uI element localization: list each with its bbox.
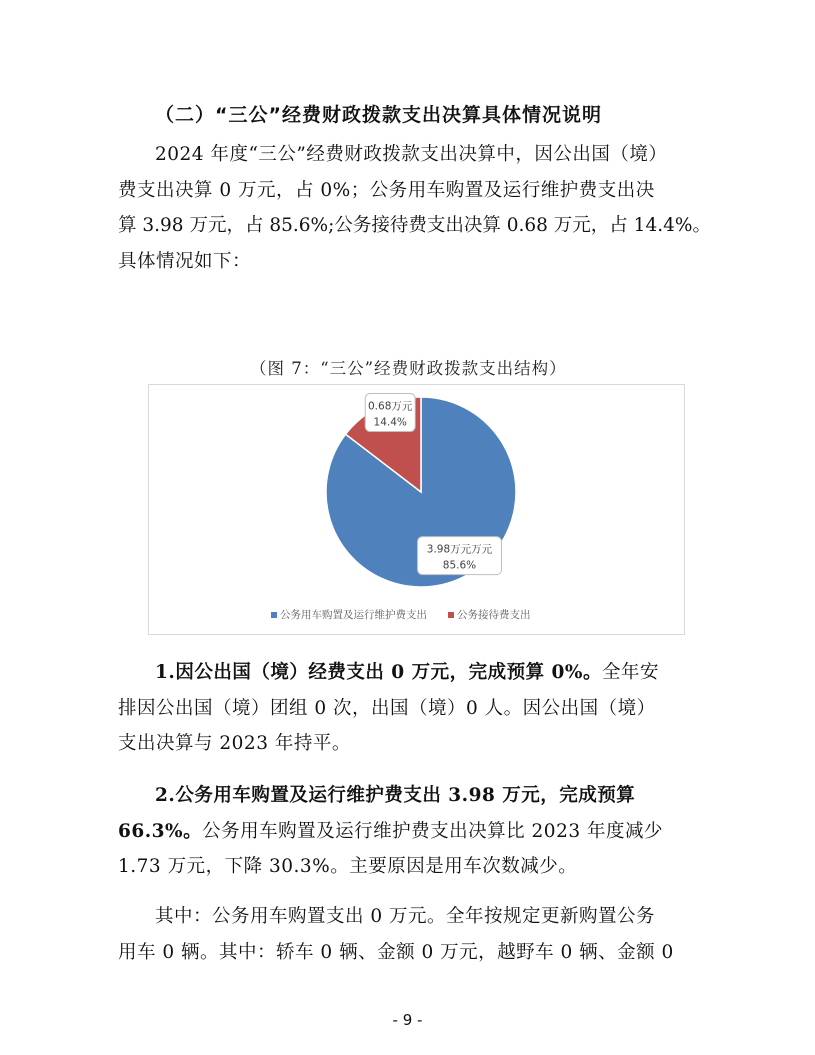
item1-line: 支出决算与 2023 年持平。 xyxy=(118,733,351,755)
intro-line: 算 3.98 万元，占 85.6%;公务接待费支出决算 0.68 万元，占 14.4%。 xyxy=(118,215,711,237)
legend-swatch xyxy=(271,612,277,618)
item2-line: 1.73 万元，下降 30.3%。主要原因是用车次数减少。 xyxy=(118,856,578,878)
item2-lead: 2.公务用车购置及运行维护费支出 3.98 万元，完成预算 xyxy=(155,785,636,806)
page-number: - 9 - xyxy=(392,1011,423,1029)
figure-caption: （图 7：“三公”经费财政拨款支出结构） xyxy=(250,359,567,378)
item3-paragraph xyxy=(118,899,718,970)
data-label-value: 3.98万元万元 xyxy=(426,543,493,556)
intro-line: 2024 年度“三公”经费财政拨款支出决算中，因公出国（境） xyxy=(155,144,668,165)
pie-chart xyxy=(149,385,686,636)
item2-paragraph xyxy=(118,778,718,885)
intro-paragraph xyxy=(118,137,718,279)
item1-lead-rest: 全年安 xyxy=(601,662,659,683)
data-label-percent: 14.4% xyxy=(373,416,407,429)
item3-line: 其中：公务用车购置支出 0 万元。全年按规定更新购置公务 xyxy=(155,906,656,927)
item3-line: 用车 0 辆。其中：轿车 0 辆、金额 0 万元，越野车 0 辆、金额 0 xyxy=(118,941,674,963)
pie-chart-frame xyxy=(148,384,685,635)
item1-lead: 1.因公出国（境）经费支出 0 万元，完成预算 0%。 xyxy=(155,662,602,683)
legend-label: 公务接待费支出 xyxy=(457,609,531,621)
legend-label: 公务用车购置及运行维护费支出 xyxy=(280,609,427,621)
item1-line: 排因公出国（境）团组 0 次，出国（境）0 人。因公出国（境） xyxy=(118,697,656,719)
item2-lead-percent: 66.3%。 xyxy=(118,820,203,842)
section-heading: （二）“三公”经费财政拨款支出决算具体情况说明 xyxy=(155,104,602,126)
legend-swatch xyxy=(448,612,454,618)
item1-paragraph xyxy=(118,655,718,762)
intro-line: 具体情况如下： xyxy=(118,250,252,272)
item2-lead-rest: 公务用车购置及运行维护费支出决算比 2023 年度减少 xyxy=(202,820,663,842)
intro-line: 费支出决算 0 万元，占 0%；公务用车购置及运行维护费支出决 xyxy=(118,179,655,201)
data-label-value: 0.68万元 xyxy=(368,400,413,413)
data-label-percent: 85.6% xyxy=(442,559,477,572)
